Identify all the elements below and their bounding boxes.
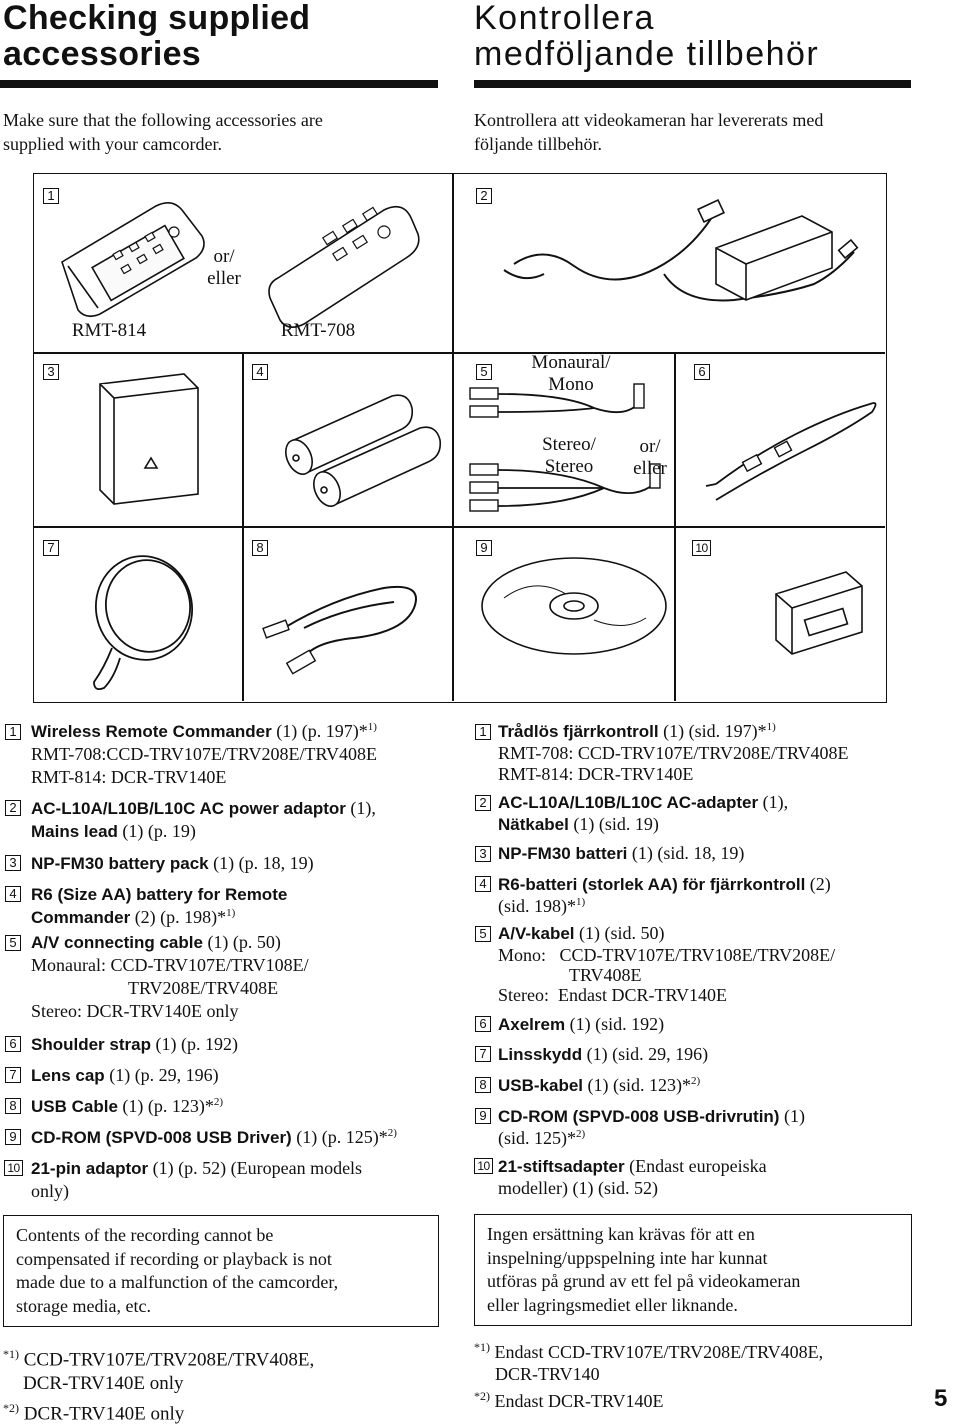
en-item-1 xyxy=(31,720,377,789)
figure-number: 8 xyxy=(252,540,268,556)
list-number: 7 xyxy=(475,1046,491,1062)
item-detail: (1) (sid. 50) xyxy=(574,923,665,943)
item-line: TRV408E xyxy=(569,965,642,985)
aa-batteries-illustration xyxy=(244,354,454,524)
intro-en xyxy=(3,108,323,156)
item-detail: (sid. 198)* xyxy=(498,896,576,916)
notice-line: compensated if recording or playback is not xyxy=(16,1248,332,1269)
item-detail: (1) (p. 52) (European models xyxy=(148,1158,363,1178)
item-detail: (1) (p. 192) xyxy=(150,1034,238,1054)
title-sv-line2: medföljande tillbehör xyxy=(474,35,820,73)
notice-line: Ingen ersättning kan krävas för att en xyxy=(487,1224,755,1244)
list-number: 4 xyxy=(475,876,491,892)
footnote-ref: 1) xyxy=(766,721,776,733)
en-item-9 xyxy=(31,1126,397,1149)
list-number: 10 xyxy=(474,1158,493,1174)
en-item-6 xyxy=(31,1033,238,1056)
list-number: 4 xyxy=(5,886,21,902)
sv-item-4 xyxy=(498,873,831,916)
item-line: TRV208E/TRV408E xyxy=(128,978,279,998)
footnote-ref: 1) xyxy=(367,721,377,733)
en-item-8 xyxy=(31,1095,223,1118)
list-number: 10 xyxy=(4,1160,23,1176)
item-detail: (1), xyxy=(345,798,376,818)
item-detail: (1) (p. 50) xyxy=(202,932,281,952)
item-detail: (1) (sid. 19) xyxy=(568,814,659,834)
item-line: Monaural: CCD-TRV107E/TRV108E/ xyxy=(31,955,309,975)
item-name: Commander xyxy=(31,908,131,927)
list-number: 8 xyxy=(475,1077,491,1093)
or-text: or/ xyxy=(213,246,235,267)
en-item-5 xyxy=(31,931,309,1023)
item-line: only) xyxy=(31,1181,69,1201)
sv-item-8 xyxy=(498,1074,700,1097)
list-number: 2 xyxy=(5,800,21,816)
battery-pack-illustration xyxy=(34,354,234,524)
intro-en-line1: Make sure that the following accessories are xyxy=(3,110,323,130)
item-detail: (1) (p. 125)* xyxy=(291,1127,388,1147)
usb-cable-illustration xyxy=(244,528,454,708)
item-name: 21-stiftsadapter xyxy=(498,1157,625,1176)
list-number: 1 xyxy=(475,724,491,740)
sv-item-1 xyxy=(498,720,849,785)
eller-text: eller xyxy=(207,268,241,289)
title-en-line1: Checking supplied xyxy=(3,0,311,37)
title-en xyxy=(3,0,310,72)
figure-number: 9 xyxy=(476,540,492,556)
item-name: USB Cable xyxy=(31,1097,118,1116)
footnote-text: DCR-TRV140 xyxy=(495,1364,600,1384)
item-name: USB-kabel xyxy=(498,1076,584,1095)
footnote-marker: *2) xyxy=(474,1389,490,1403)
figure-number: 3 xyxy=(43,364,59,380)
figure-number: 6 xyxy=(694,364,710,380)
figure-number: 1 xyxy=(43,188,59,204)
item-detail: (2) xyxy=(805,874,831,894)
figure-number: 7 xyxy=(43,540,59,556)
list-number: 1 xyxy=(5,724,21,740)
notice-line: eller lagringsmediet eller liknande. xyxy=(487,1294,738,1315)
item-name: Linsskydd xyxy=(498,1045,583,1064)
rmt-814-label: RMT-814 xyxy=(71,320,147,341)
item-name: A/V-kabel xyxy=(498,924,575,943)
title-rule-en xyxy=(0,80,438,88)
monaural-label xyxy=(516,352,626,396)
stereo-text: Stereo/ xyxy=(542,434,596,455)
intro-sv xyxy=(474,108,823,156)
item-name: Shoulder strap xyxy=(31,1035,151,1054)
item-name: CD-ROM (SPVD-008 USB Driver) xyxy=(31,1128,292,1147)
item-detail: (1) (p. 29, 196) xyxy=(104,1065,219,1085)
item-line: RMT-708:CCD-TRV107E/TRV208E/TRV408E xyxy=(31,744,378,764)
list-number: 6 xyxy=(5,1036,21,1052)
figure-number: 2 xyxy=(476,188,492,204)
footnote-text: DCR-TRV140E only xyxy=(23,1403,185,1425)
or-eller-label-b xyxy=(622,436,678,480)
list-number: 6 xyxy=(475,1016,491,1032)
intro-sv-line2: följande tillbehör. xyxy=(474,134,602,154)
notice-line: made due to a malfunction of the camcorder, xyxy=(16,1272,339,1292)
footnote-text: CCD-TRV107E/TRV208E/TRV408E, xyxy=(23,1349,315,1371)
item-name: CD-ROM (SPVD-008 USB-drivrutin) xyxy=(498,1107,780,1126)
ac-adapter-illustration xyxy=(454,174,874,354)
item-detail: (1) (p. 18, 19) xyxy=(208,853,314,873)
en-item-2 xyxy=(31,797,376,843)
footnote-text: DCR-TRV140E only xyxy=(23,1373,184,1395)
item-line: Stereo: DCR-TRV140E only xyxy=(31,1001,239,1021)
stereo-sv-text: Stereo xyxy=(544,456,594,477)
item-line: RMT-708: CCD-TRV107E/TRV208E/TRV408E xyxy=(498,743,849,763)
or-eller-label-a xyxy=(194,246,254,290)
item-line: Stereo: Endast DCR-TRV140E xyxy=(498,985,728,1005)
footnote-text: Endast DCR-TRV140E xyxy=(494,1391,664,1411)
item-detail: (1) (p. 123)* xyxy=(117,1096,214,1116)
footnote-marker: *2) xyxy=(3,1401,19,1416)
footnote-ref: 1) xyxy=(576,896,586,908)
en-item-3 xyxy=(31,852,314,875)
figure-number: 4 xyxy=(252,364,268,380)
rmt-708-label: RMT-708 xyxy=(280,320,356,341)
sv-item-7 xyxy=(498,1043,708,1066)
item-name: NP-FM30 batteri xyxy=(498,844,628,863)
list-number: 9 xyxy=(5,1129,21,1145)
page-number: 5 xyxy=(934,1385,948,1412)
item-detail: (1) (sid. 29, 196) xyxy=(582,1044,709,1064)
item-detail: (1) (sid. 197)* xyxy=(658,721,767,741)
mono-text: Mono xyxy=(548,374,594,395)
accessories-figure xyxy=(33,173,887,703)
or-text: or/ xyxy=(639,436,661,457)
item-line: modeller) (1) (sid. 52) xyxy=(498,1178,658,1198)
item-detail: (1) (sid. 123)* xyxy=(583,1075,692,1095)
figure-number: 5 xyxy=(476,364,492,380)
item-detail: (2) (p. 198)* xyxy=(130,907,227,927)
sv-item-9 xyxy=(498,1105,805,1148)
intro-en-line2: supplied with your camcorder. xyxy=(3,134,222,154)
item-detail: (1) (sid. 18, 19) xyxy=(627,843,745,863)
footnote-text: Endast CCD-TRV107E/TRV208E/TRV408E, xyxy=(494,1342,824,1362)
notice-line: storage media, etc. xyxy=(16,1295,151,1316)
title-sv xyxy=(474,0,819,72)
footnote-marker: *1) xyxy=(474,1340,490,1354)
figure-number: 10 xyxy=(692,540,711,556)
title-en-line2: accessories xyxy=(3,35,202,73)
stereo-label xyxy=(526,434,612,478)
notice-line: Contents of the recording cannot be xyxy=(16,1225,274,1245)
sv-item-2 xyxy=(498,791,788,835)
title-sv-line1: Kontrollera xyxy=(474,0,655,37)
notice-line: utföras på grund av ett fel på videokameran xyxy=(487,1271,801,1291)
list-number: 3 xyxy=(5,855,21,871)
intro-sv-line1: Kontrollera att videokameran har levererats med xyxy=(474,110,824,130)
notice-box-sv xyxy=(474,1214,912,1326)
item-name: Mains lead xyxy=(31,822,118,841)
en-item-7 xyxy=(31,1064,219,1087)
en-item-10 xyxy=(31,1157,362,1203)
item-name: Nätkabel xyxy=(498,815,569,834)
list-number: 2 xyxy=(475,795,491,811)
en-item-4 xyxy=(31,883,287,929)
item-name: 21-pin adaptor xyxy=(31,1159,149,1178)
item-detail: (1) xyxy=(779,1106,805,1126)
lens-cap-illustration xyxy=(34,528,244,708)
item-name: Axelrem xyxy=(498,1015,566,1034)
footnote-ref: 2) xyxy=(387,1127,397,1139)
item-name: Wireless Remote Commander xyxy=(31,722,272,741)
item-detail: (sid. 125)* xyxy=(498,1128,576,1148)
item-line: Mono: CCD-TRV107E/TRV108E/TRV208E/ xyxy=(498,945,836,965)
title-rule-sv xyxy=(474,80,911,88)
shoulder-strap-illustration xyxy=(676,354,886,524)
21-pin-adaptor-illustration xyxy=(676,528,886,708)
footnote-ref: 1) xyxy=(226,907,236,919)
item-line: RMT-814: DCR-TRV140E xyxy=(31,767,227,787)
footnote-ref: 2) xyxy=(213,1096,224,1108)
item-name: Lens cap xyxy=(31,1066,105,1085)
item-name: Trådlös fjärrkontroll xyxy=(498,722,659,741)
list-number: 5 xyxy=(475,926,491,942)
sv-item-3 xyxy=(498,842,744,865)
monaural-text: Monaural/ xyxy=(531,352,611,373)
list-number: 7 xyxy=(5,1067,21,1083)
sv-item-5 xyxy=(498,922,835,1005)
item-name: R6 (Size AA) battery for Remote xyxy=(31,885,288,904)
item-name: A/V connecting cable xyxy=(31,933,203,952)
item-name: AC-L10A/L10B/L10C AC power adaptor xyxy=(31,799,346,818)
cd-rom-illustration xyxy=(454,528,674,708)
footnote-ref: 2) xyxy=(576,1128,586,1140)
eller-text: eller xyxy=(633,458,667,479)
footnote-marker: *1) xyxy=(3,1347,19,1361)
item-name: NP-FM30 battery pack xyxy=(31,854,209,873)
footnotes-sv xyxy=(474,1336,823,1412)
item-name: AC-L10A/L10B/L10C AC-adapter xyxy=(498,793,759,812)
footnotes-en xyxy=(3,1342,314,1427)
sv-item-6 xyxy=(498,1013,664,1036)
item-detail: (1) (sid. 192) xyxy=(565,1014,665,1034)
footnote-ref: 2) xyxy=(691,1075,701,1087)
list-number: 8 xyxy=(5,1098,21,1114)
list-number: 5 xyxy=(5,935,21,951)
item-detail: (1) (p. 19) xyxy=(117,821,196,841)
item-detail: (Endast europeiska xyxy=(624,1156,767,1176)
item-detail: (1), xyxy=(758,792,789,812)
sv-item-10 xyxy=(498,1155,767,1198)
list-number: 9 xyxy=(475,1108,491,1124)
notice-line: inspelning/uppspelning inte har kunnat xyxy=(487,1247,768,1268)
item-line: RMT-814: DCR-TRV140E xyxy=(498,764,694,784)
item-name: R6-batteri (storlek AA) för fjärrkontroll xyxy=(498,875,806,894)
list-number: 3 xyxy=(475,846,491,862)
item-detail: (1) (p. 197)* xyxy=(271,721,368,741)
notice-box-en xyxy=(3,1215,439,1327)
